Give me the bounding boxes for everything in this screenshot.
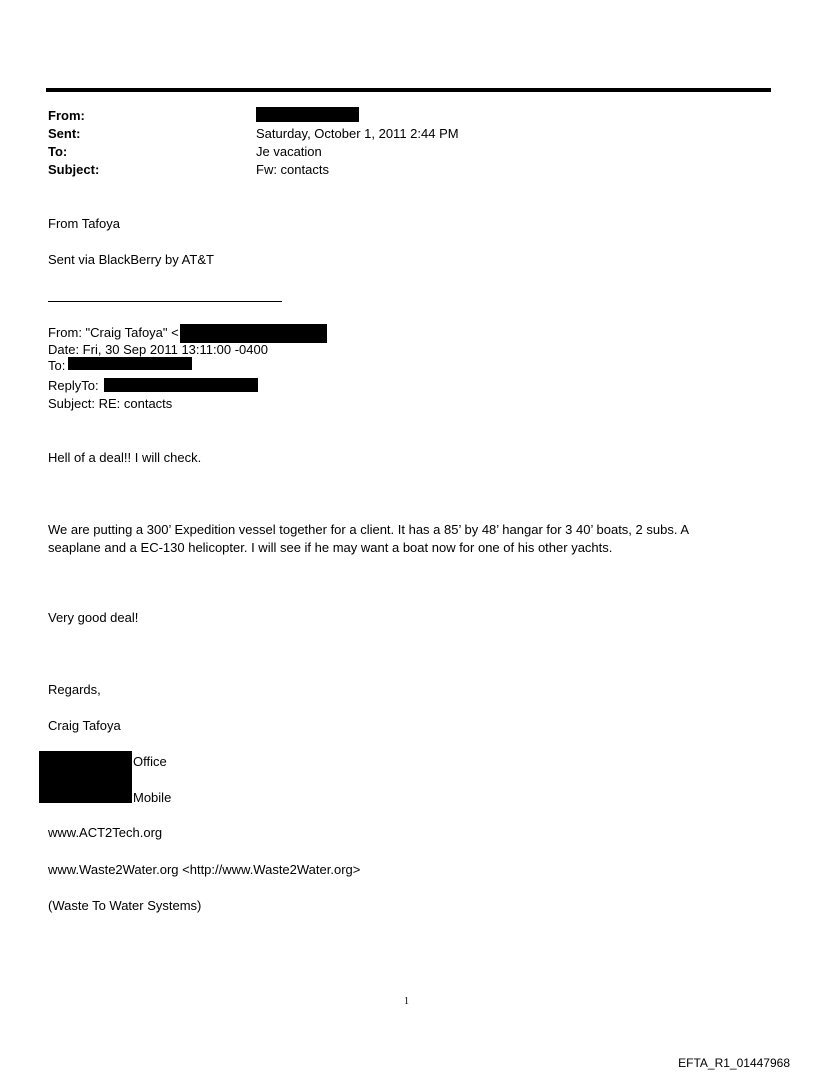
website-act2tech-link[interactable]: www.ACT2Tech.org <box>48 825 163 840</box>
fwd-from-line: From: "Craig Tafoya" < <box>48 325 179 340</box>
message-paragraph-2-line-2: seaplane and a EC-130 helicopter. I will see if he may want a boat now for one of his other yachts. <box>48 540 613 555</box>
fwd-replyto-line: ReplyTo: <box>48 378 99 393</box>
office-label: Office <box>133 754 167 769</box>
subject-label: Subject: <box>48 162 100 177</box>
sent-label: Sent: <box>48 126 81 141</box>
redacted-phone-numbers <box>39 751 132 803</box>
redacted-fwd-replyto <box>104 378 258 392</box>
to-label: To: <box>48 144 68 159</box>
message-paragraph-1: Hell of a deal!! I will check. <box>48 450 202 465</box>
signature-name: Craig Tafoya <box>48 718 121 733</box>
intro-line-2: Sent via BlackBerry by AT&T <box>48 252 214 267</box>
page-number: 1 <box>404 996 409 1007</box>
to-value: Je vacation <box>256 144 322 159</box>
header-top-rule <box>46 88 771 92</box>
message-paragraph-3: Very good deal! <box>48 610 139 625</box>
fwd-subject-line: Subject: RE: contacts <box>48 396 173 411</box>
website-waste2water-link[interactable]: www.Waste2Water.org <http://www.Waste2Water.org> <box>48 862 361 877</box>
message-paragraph-2-line-1: We are putting a 300’ Expedition vessel together for a client. It has a 85’ by 48’ hangar for 3 40’ boats, 2 subs. A <box>48 522 690 537</box>
redacted-fwd-to <box>68 357 192 370</box>
regards-line: Regards, <box>48 682 101 697</box>
sent-value: Saturday, October 1, 2011 2:44 PM <box>256 126 459 141</box>
redacted-fwd-from <box>180 324 327 343</box>
subject-value: Fw: contacts <box>256 162 329 177</box>
separator-rule <box>48 301 282 302</box>
intro-line-1: From Tafoya <box>48 216 121 231</box>
fwd-to-line: To: <box>48 358 66 373</box>
from-label: From: <box>48 108 85 123</box>
redacted-sender <box>256 107 359 122</box>
fwd-date-line: Date: Fri, 30 Sep 2011 13:11:00 -0400 <box>48 342 268 357</box>
mobile-label: Mobile <box>133 790 172 805</box>
document-id: EFTA_R1_01447968 <box>678 1056 790 1070</box>
company-name: (Waste To Water Systems) <box>48 898 202 913</box>
